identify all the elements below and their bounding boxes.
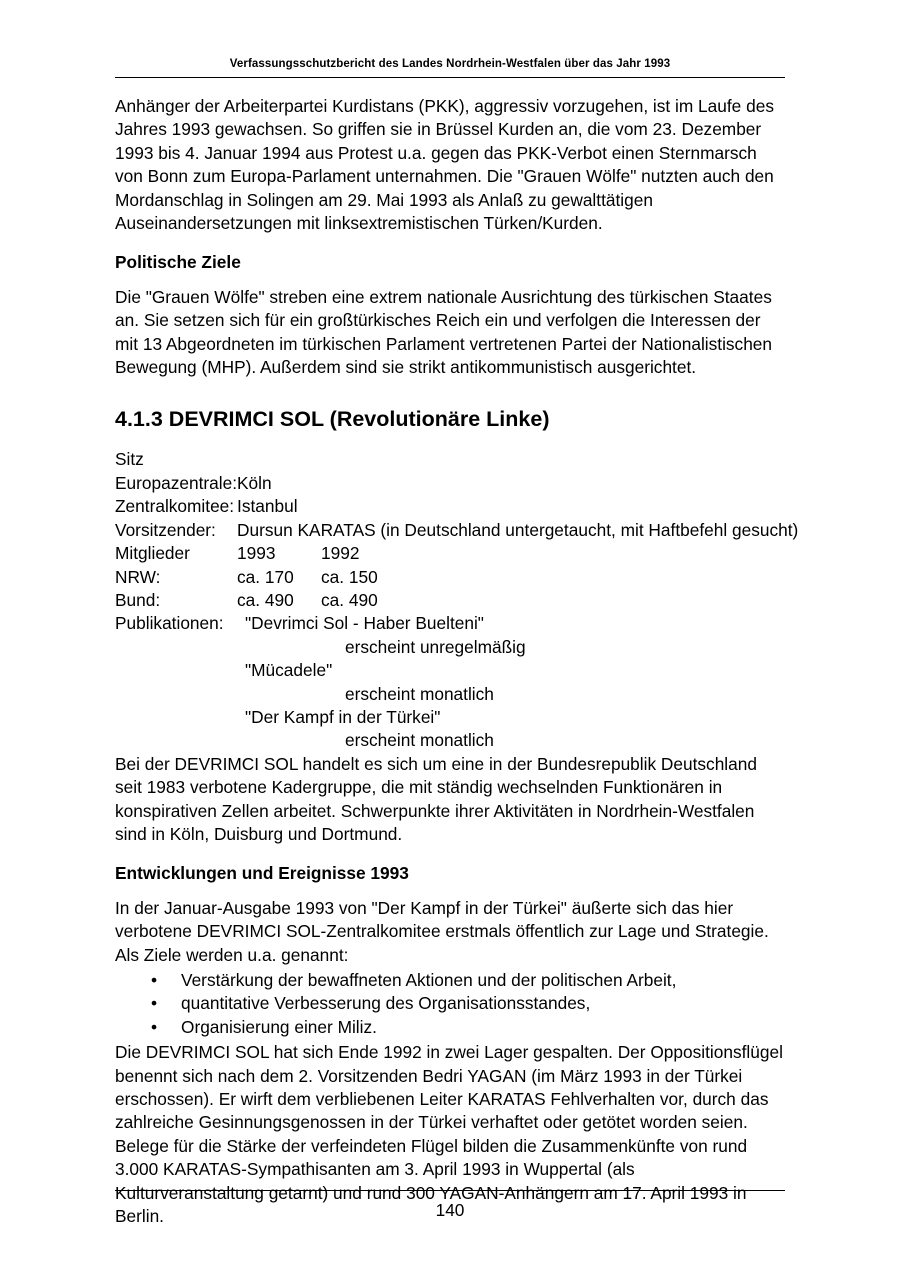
row-value-2: 1992 (321, 543, 360, 564)
goals-list (115, 969, 785, 1039)
closing-paragraph: Die DEVRIMCI SOL hat sich Ende 1992 in zwei Lager gespalten. Der Oppositionsflügel benennt sich nach dem 2. Vorsitzenden Bedri YAGAN (im März 1993 in der Türkei erschossen). Er wirft dem verbliebenen Leiter KARATAS Fehlverhalten vor, durch das zahlreiche Gesinnungsgenossen in der Türkei verhaftet oder getötet worden seien. Belege für die Stärke der verfeindeten Flügel bilden die Zusammenkünfte von rund 3.000 KARATAS-Sympathisanten am 3. April 1993 in Wuppertal (als Kulturveranstaltung getarnt) und rund 300 YAGAN-Anhängern am 17. April 1993 in Berlin. (115, 1042, 783, 1227)
publikation-frequency: erscheint monatlich (345, 683, 494, 704)
row-value-1: Köln (237, 472, 272, 493)
table-row (115, 495, 798, 518)
table-row (115, 659, 798, 682)
row-value-1: ca. 170 (237, 566, 294, 587)
publikation-frequency: erscheint monatlich (345, 730, 494, 751)
row-value-1: Dursun KARATAS (in Deutschland untergetaucht, mit Haftbefehl gesucht) (237, 519, 799, 540)
entwicklungen-paragraph: In der Januar-Ausgabe 1993 von "Der Kampf in der Türkei" äußerte sich das hier verbotene DEVRIMCI SOL-Zentralkomitee erstmals öffentlich zur Lage und Strategie. Als Ziele werden u.a. genannt: (115, 897, 769, 965)
row-label: Vorsitzender: (115, 519, 216, 540)
publikation-title: "Mücadele" (245, 660, 333, 681)
table-row (115, 729, 798, 752)
table-row (115, 706, 798, 729)
page-footer (115, 1190, 785, 1221)
page-number: 140 (435, 1200, 465, 1220)
table-row (115, 636, 798, 659)
heading-politische-ziele: Politische Ziele (115, 252, 241, 273)
table-row (115, 683, 798, 706)
publikationen-label: Publikationen: (115, 613, 224, 634)
facts-table (115, 448, 798, 752)
politische-ziele-paragraph: Die "Grauen Wölfe" streben eine extrem nationale Ausrichtung des türkischen Staates an. Sie setzen sich für ein großtürkisches Reich ein und verfolgen die Interessen der mit 13 Abgeordneten im türkischen Parlament vertretenen Partei der Nationalistischen Bewegung (MHP). Außerdem sind sie strikt antikommunistisch ausgerichtet. (115, 286, 773, 378)
devrimci-paragraph: Bei der DEVRIMCI SOL handelt es sich um eine in der Bundesrepublik Deutschland seit 1983 verbotene Kadergruppe, die mit ständig wechselnden Funktionären in konspirativen Zellen arbeitet. Schwerpunkte ihrer Aktivitäten in Nordrhein-Westfalen sind in Köln, Duisburg und Dortmund. (115, 753, 757, 844)
row-label: Europazentrale: (115, 472, 238, 493)
heading-entwicklungen: Entwicklungen und Ereignisse 1993 (115, 863, 409, 884)
row-label: Zentralkomitee: (115, 496, 235, 517)
table-row (115, 566, 798, 589)
publikation-frequency: erscheint unregelmäßig (345, 636, 526, 657)
sitz-label: Sitz (115, 449, 144, 470)
row-value-2: ca. 490 (321, 589, 378, 610)
table-row (115, 519, 798, 542)
table-row (115, 542, 798, 565)
row-label: Bund: (115, 589, 161, 610)
list-item: • quantitative Verbesserung des Organisationsstandes, (151, 992, 785, 1015)
table-row (115, 612, 798, 635)
header-title: Verfassungsschutzbericht des Landes Nordrhein-Westfalen über das Jahr 1993 (229, 58, 671, 70)
page-content (115, 78, 799, 1228)
publikation-title: "Devrimci Sol - Haber Buelteni" (245, 613, 484, 634)
table-row (115, 472, 798, 495)
section-heading-devrimci-sol: 4.1.3 DEVRIMCI SOL (Revolutionäre Linke) (115, 407, 550, 432)
publikation-title: "Der Kampf in der Türkei" (245, 706, 441, 727)
row-label: NRW: (115, 566, 161, 587)
row-value-1: 1993 (237, 543, 276, 564)
table-row (115, 589, 798, 612)
list-item: • Verstärkung der bewaffneten Aktionen und der politischen Arbeit, (151, 969, 785, 992)
row-value-2 (321, 495, 798, 518)
row-label: Mitglieder (115, 543, 190, 564)
table-row (115, 448, 798, 471)
list-item: • Organisierung einer Miliz. (151, 1016, 785, 1039)
page-header (115, 0, 785, 78)
row-value-1: Istanbul (237, 496, 298, 517)
row-value-1: ca. 490 (237, 589, 294, 610)
row-value-2: ca. 150 (321, 566, 378, 587)
intro-paragraph: Anhänger der Arbeiterpartei Kurdistans (PKK), aggressiv vorzugehen, ist im Laufe des Jahres 1993 gewachsen. So griffen sie in Brüssel Kurden an, die vom 23. Dezember 1993 bis 4. Januar 1994 aus Protest u.a. gegen das PKK-Verbot einen Sternmarsch von Bonn zum Europa-Parlament unternahmen. Die "Grauen Wölfe" nutzten auch den Mordanschlag in Solingen am 29. Mai 1993 als Anlaß zu gewalttätigen Auseinandersetzungen mit linksextremistischen Türken/Kurden. (115, 96, 774, 234)
row-value-2 (321, 472, 798, 495)
